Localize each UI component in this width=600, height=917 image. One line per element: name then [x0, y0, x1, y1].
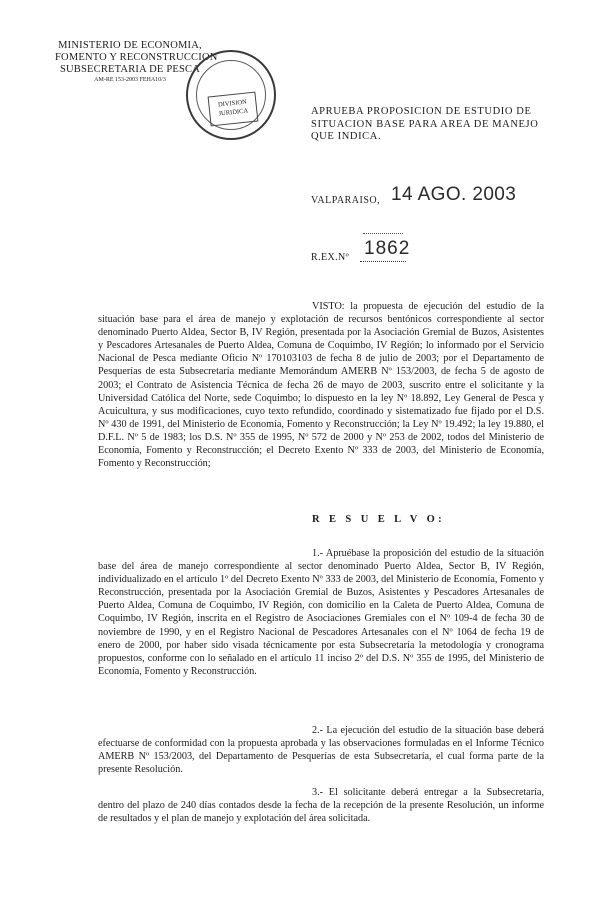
number-dotted-top	[363, 233, 403, 234]
division-juridica-stamp	[208, 92, 259, 127]
resuelvo-heading: R E S U E L V O:	[312, 514, 446, 525]
stamp-line-1: DIVISION	[217, 98, 248, 109]
resolution-point-3	[98, 786, 544, 825]
resolution-point-2	[98, 724, 544, 776]
visto-lead: VISTO:	[312, 301, 345, 312]
point-1-text: 1.- Apruébase la proposición del estudio de la situación base del área de manejo correspondiente al sector denominado Puerto Aldea, Sector B, IV Región, individualizado en el artículo 1º del Decreto Exento Nº 333 de 2003, del Ministerio de Economía, Fomento y Reconstrucción, presentada por la Asociación Gremial de Buzos, Asistentes y Pescadores Artesanales de Puerto Aldea, Comuna de Coquimbo, IV Región, con domicilio en la Caleta de Puerto Aldea, Comuna de Coquimbo, IV Región, inscrita en el Registro de Asociaciones Gremiales con el Nº 109-4 de fecha 30 de noviembre de 1990, y en el Registro Nacional de Pescadores Artesanales con el Nº 1064 de fecha 19 de enero de 2000, por haber sido visada técnicamente por esta Subsecretaría la metodología y cronograma propuestos, conforme con lo señalado en el artículo 11 inciso 2º del D.S. Nº 355 de 1995, del Ministerio de Economía, Fomento y Reconstrucción.	[98, 548, 544, 677]
resolution-number: 1862	[364, 238, 411, 259]
document-subject: APRUEBA PROPOSICION DE ESTUDIO DE SITUACION BASE PARA AREA DE MANEJO QUE INDICA.	[311, 106, 539, 142]
resolution-label: R.EX.Nº	[311, 252, 350, 263]
ministry-line-2: FOMENTO Y RECONSTRUCCION	[55, 52, 218, 63]
point-2-text: 2.- La ejecución del estudio de la situación base deberá efectuarse de conformidad con la propuesta aprobada y las observaciones formuladas en el Informe Técnico AMERB Nº 153/2003, del Departamento de Pesquerías de esta Subsecretaría, el cual forma parte de la presente Resolución.	[98, 725, 544, 776]
point-3-text: 3.- El solicitante deberá entregar a la Subsecretaría, dentro del plazo de 240 días contados desde la fecha de la recepción de la presente Resolución, un informe de resultados y el plan de manejo y explotación del área solicitada.	[98, 787, 544, 825]
date-stamp: 14 AGO. 2003	[391, 184, 517, 205]
number-dotted-line	[360, 261, 406, 262]
place-label: VALPARAISO,	[311, 195, 381, 206]
reference-line: AM-RE 153-2003 FEHA10/3	[94, 77, 166, 83]
resolution-point-1	[98, 547, 544, 678]
visto-text: la propuesta de ejecución del estudio de la situación base para el área de manejo y explotación de recursos bentónicos correspondiente al sector denominado Puerto Aldea, Sector B, IV Región, presentada por la Asociación Gremial de Buzos, Asistentes y Pescadores Artesanales de Puerto Aldea, Comuna de Coquimbo, IV Región; lo informado por el Servicio Nacional de Pesca mediante Oficio Nº 170103103 de fecha 8 de julio de 2003; por el Departamento de Pesquerías de esta Subsecretaría mediante Memorándum AMERB Nº 153/2003, de fecha 5 de agosto de 2003; el Contrato de Asistencia Técnica de fecha 26 de mayo de 2003, suscrito entre el solicitante y la Universidad Católica del Norte, sede Coquimbo; lo dispuesto en la ley Nº 18.892, Ley General de Pesca y Acuicultura, y sus modificaciones, cuyo texto refundido, coordinado y sistematizado fue fijado por el D.S. Nº 430 de 1991, del Ministerio de Economía, Fomento y Reconstrucción; la Ley Nº 19.492; la ley 19.880, el D.F.L. Nº 5 de 1983; los D.S. Nº 355 de 1995, Nº 572 de 2000 y Nº 253 de 2002, todos del Ministerio de Economía, Fomento y Reconstrucción; el Decreto Exento Nº 333 de 2003, del Ministerio de Economía, Fomento y Reconstrucción;	[98, 301, 544, 470]
visto-paragraph	[98, 300, 544, 470]
subsecretaria-line: SUBSECRETARIA DE PESCA	[59, 64, 201, 75]
letterhead	[55, 40, 218, 84]
ministry-line-1: MINISTERIO DE ECONOMIA,	[58, 40, 202, 51]
stamp-line-2: JURIDICA	[218, 107, 249, 118]
